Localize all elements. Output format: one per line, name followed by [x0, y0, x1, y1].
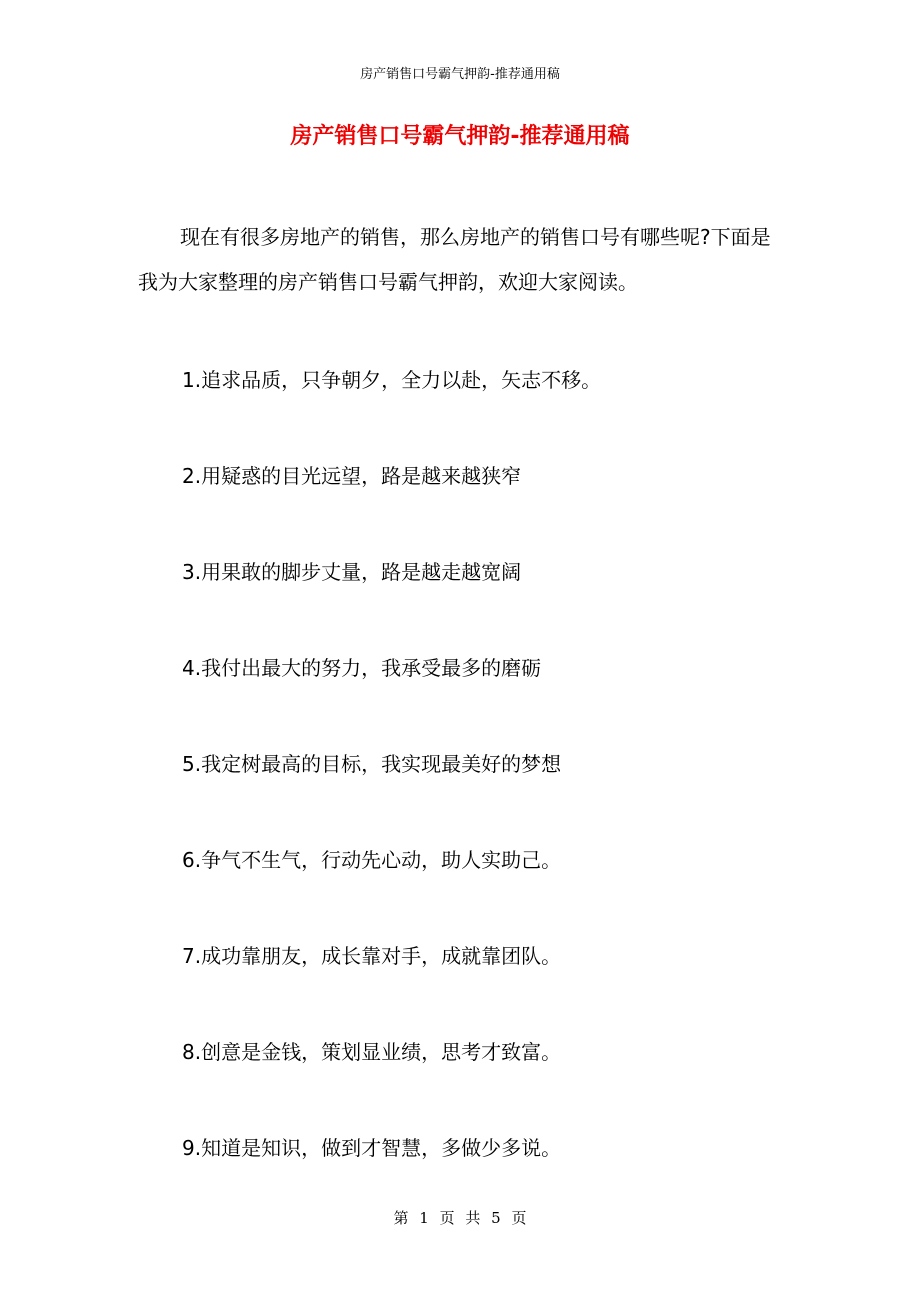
slogan-item: 8.创意是金钱，策划显业绩，思考才致富。 [182, 1040, 562, 1064]
slogan-item: 9.知道是知识，做到才智慧，多做少多说。 [182, 1136, 562, 1160]
slogan-item: 3.用果敢的脚步丈量，路是越走越宽阔 [182, 560, 522, 584]
running-header: 房产销售口号霸气押韵-推荐通用稿 [360, 67, 560, 82]
intro-paragraph: 现在有很多房地产的销售，那么房地产的销售口号有哪些呢?下面是我为大家整理的房产销售口号霸气押韵，欢迎大家阅读。 [138, 225, 771, 294]
document-title: 房产销售口号霸气押韵-推荐通用稿 [290, 124, 630, 149]
slogan-item: 2.用疑惑的目光远望，路是越来越狭窄 [182, 464, 522, 488]
slogan-item: 7.成功靠朋友，成长靠对手，成就靠团队。 [182, 944, 562, 968]
slogan-item: 1.追求品质，只争朝夕，全力以赴，矢志不移。 [182, 368, 602, 392]
slogan-item: 5.我定树最高的目标，我实现最美好的梦想 [182, 752, 562, 776]
slogan-item: 6.争气不生气，行动先心动，助人实助己。 [182, 848, 562, 872]
header-divider [138, 90, 782, 91]
page-number-footer: 第 1 页 共 5 页 [393, 1209, 527, 1227]
slogan-item: 4.我付出最大的努力，我承受最多的磨砺 [182, 656, 542, 680]
